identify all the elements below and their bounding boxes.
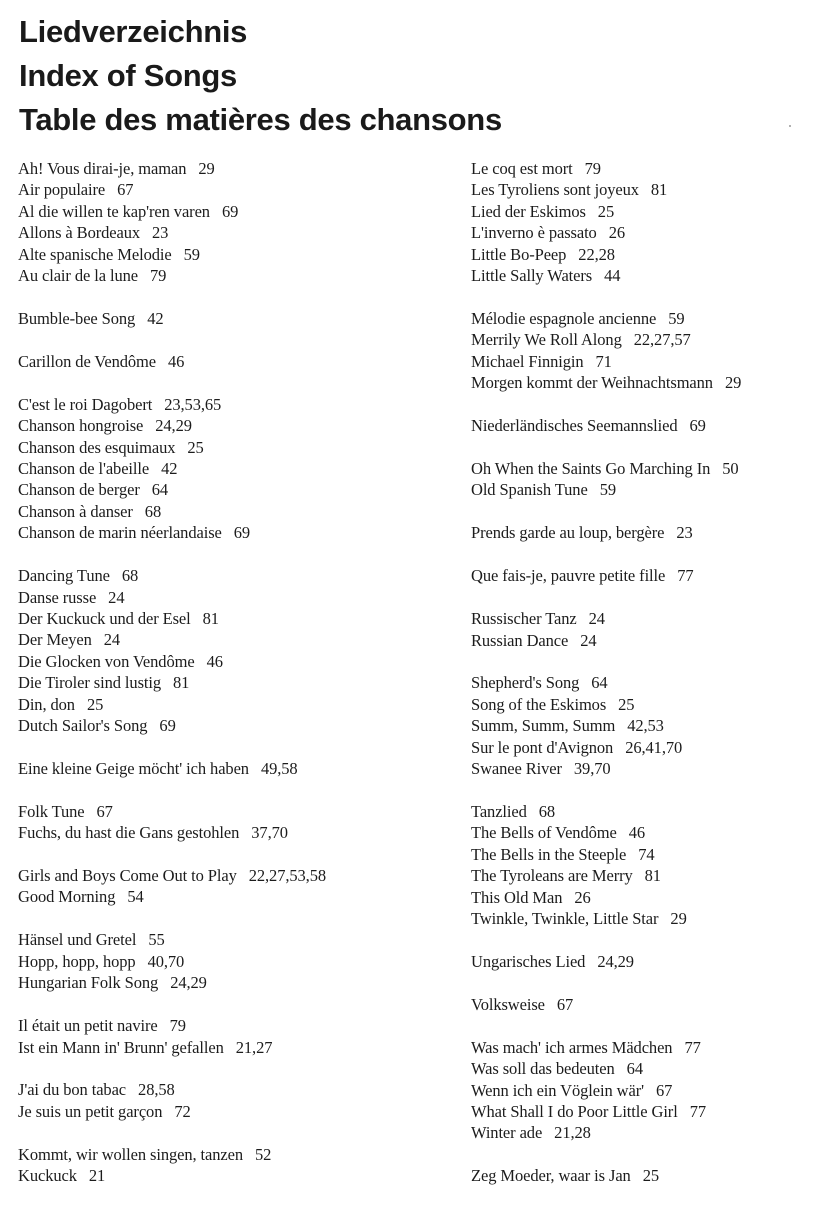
song-title: Sur le pont d'Avignon	[471, 737, 614, 757]
song-title: Girls and Boys Come Out to Play	[18, 866, 237, 886]
song-entry	[471, 844, 816, 865]
song-title: Hopp, hopp, hopp	[18, 951, 136, 971]
page-numbers: 69	[221, 201, 239, 221]
page-numbers: 81	[650, 180, 668, 200]
song-entry	[18, 865, 418, 886]
letter-group	[471, 158, 816, 286]
song-title: Je suis un petit garçon	[18, 1101, 163, 1121]
song-entry	[471, 608, 816, 629]
song-entry	[18, 1101, 418, 1122]
song-title: Song of the Eskimos	[471, 694, 607, 714]
letter-group	[471, 994, 816, 1015]
song-title: Chanson hongroise	[18, 416, 144, 436]
song-entry	[18, 565, 418, 586]
song-title: Shepherd's Song	[471, 673, 580, 693]
page-numbers: 24	[103, 630, 121, 650]
song-entry	[471, 458, 816, 479]
song-entry	[471, 694, 816, 715]
song-title: Morgen kommt der Weihnachtsmann	[471, 373, 713, 393]
song-entry	[471, 158, 816, 179]
song-title: Ungarisches Lied	[471, 951, 586, 971]
song-title: Carillon de Vendôme	[18, 351, 157, 371]
song-entry	[471, 1080, 816, 1101]
page-numbers: 59	[599, 480, 616, 500]
page-numbers: 81	[644, 866, 661, 886]
page-numbers: 59	[668, 308, 685, 328]
page-numbers: 52	[255, 1144, 272, 1164]
title-french: Table des matières des chansons	[19, 102, 502, 137]
title-german: Liedverzeichnis	[19, 14, 248, 49]
song-title: Din, don	[18, 694, 75, 714]
page-numbers: 69	[689, 416, 706, 436]
song-title: Little Bo-Peep	[471, 244, 567, 264]
song-entry	[471, 865, 816, 886]
letter-group	[471, 522, 816, 543]
song-entry	[471, 329, 816, 350]
page-numbers: 23	[676, 523, 693, 543]
page-numbers: 68	[144, 501, 162, 521]
song-entry	[18, 158, 418, 179]
page-numbers: 42	[147, 308, 164, 328]
page-numbers: 68	[538, 801, 556, 821]
letter-group	[471, 565, 816, 586]
page-numbers: 55	[148, 930, 165, 950]
page-numbers: 29	[198, 159, 215, 178]
song-entry	[18, 308, 418, 329]
song-title: Fuchs, du hast die Gans gestohlen	[18, 823, 240, 843]
song-entry	[18, 886, 418, 907]
song-entry	[18, 479, 418, 500]
page-numbers: 25	[86, 694, 104, 714]
song-title: The Bells in the Steeple	[471, 844, 627, 864]
song-entry	[471, 737, 816, 758]
page-numbers: 28,58	[138, 1080, 175, 1100]
song-entry	[18, 651, 418, 672]
page-numbers: 23	[152, 223, 169, 243]
song-entry	[471, 715, 816, 736]
song-title: Volksweise	[471, 994, 545, 1014]
page-numbers: 67	[117, 180, 134, 200]
song-title: Dutch Sailor's Song	[18, 715, 148, 735]
letter-group	[471, 415, 816, 436]
song-entry	[18, 972, 418, 993]
song-title: Allons à Bordeaux	[18, 223, 141, 243]
song-title: Hänsel und Gretel	[18, 930, 137, 950]
song-entry	[18, 394, 418, 415]
song-title: Oh When the Saints Go Marching In	[471, 458, 711, 478]
song-entry	[471, 201, 816, 222]
page-numbers: 23,53,65	[164, 394, 222, 414]
song-entry	[18, 801, 418, 822]
song-entry	[471, 801, 816, 822]
letter-group	[471, 951, 816, 972]
song-title: Bumble-bee Song	[18, 308, 136, 328]
page-numbers: 26,41,70	[625, 737, 683, 757]
page-numbers: 22,28	[578, 244, 615, 264]
song-title: Tanzlied	[471, 801, 527, 821]
song-title: Le coq est mort	[471, 159, 573, 178]
page-numbers: 29	[724, 373, 742, 393]
page-numbers: 64	[151, 480, 169, 500]
song-title: Les Tyroliens sont joyeux	[471, 180, 639, 200]
letter-group	[18, 158, 418, 286]
song-entry	[18, 758, 418, 779]
page-numbers: 21,27	[235, 1037, 273, 1057]
page-numbers: 46	[168, 351, 185, 371]
song-title: Was mach' ich armes Mädchen	[471, 1037, 673, 1057]
song-entry	[18, 222, 418, 243]
song-entry	[18, 179, 418, 200]
song-title: Wenn ich ein Vöglein wär'	[471, 1080, 644, 1100]
song-entry	[471, 308, 816, 329]
song-title: Niederländisches Seemannslied	[471, 416, 678, 436]
song-title: The Tyroleans are Merry	[471, 866, 633, 886]
page-numbers: 42	[161, 458, 178, 478]
song-title: Der Kuckuck und der Esel	[18, 608, 191, 628]
page-numbers: 21,28	[554, 1123, 591, 1143]
page-numbers: 79	[149, 266, 167, 286]
song-title: Swanee River	[471, 759, 562, 779]
page-numbers: 26	[574, 887, 591, 907]
page-numbers: 26	[608, 223, 626, 243]
letter-group	[18, 351, 418, 372]
song-entry	[471, 265, 816, 286]
song-title: The Bells of Vendôme	[471, 823, 617, 843]
page-numbers: 37,70	[251, 823, 288, 843]
song-title: Folk Tune	[18, 801, 85, 821]
song-title: Dancing Tune	[18, 566, 110, 586]
page-numbers: 79	[169, 1016, 186, 1036]
page-numbers: 68	[121, 566, 139, 586]
song-entry	[18, 201, 418, 222]
song-entry	[18, 929, 418, 950]
song-entry	[471, 630, 816, 651]
page-numbers: 22,27,53,58	[248, 866, 327, 886]
page-numbers: 21	[88, 1166, 106, 1186]
song-title: Winter ade	[471, 1123, 543, 1143]
page-numbers: 40,70	[147, 951, 185, 971]
page-numbers: 77	[677, 566, 694, 586]
letter-group	[18, 865, 418, 908]
letter-group	[471, 801, 816, 929]
song-title: Zeg Moeder, waar is Jan	[471, 1166, 631, 1186]
scan-speck	[789, 125, 791, 127]
song-entry	[471, 1165, 816, 1186]
page-numbers: 77	[689, 1101, 706, 1121]
song-entry	[471, 1101, 816, 1122]
letter-group	[471, 672, 816, 779]
song-entry	[471, 522, 816, 543]
song-entry	[18, 1079, 418, 1100]
index-column-right	[471, 158, 816, 1208]
page-numbers: 67	[96, 801, 113, 821]
song-title: Old Spanish Tune	[471, 480, 588, 500]
letter-group	[18, 929, 418, 993]
song-title: Lied der Eskimos	[471, 201, 586, 221]
page-numbers: 69	[159, 715, 176, 735]
song-title: Mélodie espagnole ancienne	[471, 308, 657, 328]
song-entry	[18, 265, 418, 286]
page-numbers: 25	[618, 694, 635, 714]
song-title: Russischer Tanz	[471, 609, 577, 629]
page-numbers: 39,70	[573, 759, 611, 779]
song-entry	[18, 437, 418, 458]
page-numbers: 24,29	[597, 951, 634, 971]
song-entry	[18, 587, 418, 608]
song-title: Chanson de l'abeille	[18, 458, 150, 478]
song-entry	[18, 1144, 418, 1165]
song-entry	[18, 629, 418, 650]
letter-group	[471, 458, 816, 501]
song-entry	[18, 672, 418, 693]
song-entry	[18, 522, 418, 543]
song-entry	[471, 372, 816, 393]
song-title: What Shall I do Poor Little Girl	[471, 1101, 678, 1121]
page-numbers: 46	[206, 651, 223, 671]
letter-group	[18, 801, 418, 844]
page-numbers: 25	[642, 1166, 659, 1186]
page-numbers: 46	[628, 823, 646, 843]
song-entry	[471, 1037, 816, 1058]
song-entry	[18, 1015, 418, 1036]
page-numbers: 25	[187, 437, 204, 457]
song-entry	[471, 222, 816, 243]
song-entry	[471, 479, 816, 500]
song-entry	[18, 351, 418, 372]
song-entry	[18, 715, 418, 736]
song-title: This Old Man	[471, 887, 563, 907]
song-entry	[18, 244, 418, 265]
song-title: Summ, Summ, Summ	[471, 716, 616, 736]
letter-group	[18, 565, 418, 736]
letter-group	[471, 608, 816, 651]
song-title: Il était un petit navire	[18, 1016, 158, 1036]
page-numbers: 67	[556, 994, 574, 1014]
song-entry	[18, 1037, 418, 1058]
song-title: Alte spanische Melodie	[18, 244, 172, 264]
page-numbers: 24	[108, 587, 125, 607]
letter-group	[471, 1037, 816, 1144]
page-numbers: 24,29	[170, 973, 207, 993]
song-entry	[18, 501, 418, 522]
song-title: Danse russe	[18, 587, 97, 607]
song-entry	[18, 822, 418, 843]
letter-group	[471, 1165, 816, 1186]
song-entry	[18, 415, 418, 436]
letter-group	[18, 1144, 418, 1187]
song-title: Kommt, wir wollen singen, tanzen	[18, 1144, 244, 1164]
song-entry	[471, 1058, 816, 1079]
page-numbers: 42,53	[627, 716, 664, 736]
page-numbers: 71	[595, 351, 612, 371]
song-entry	[18, 608, 418, 629]
song-entry	[18, 951, 418, 972]
page-numbers: 74	[638, 844, 655, 864]
page-numbers: 24	[580, 630, 597, 650]
song-title: Ah! Vous dirai-je, maman	[18, 159, 187, 178]
song-entry	[18, 458, 418, 479]
page-numbers: 81	[173, 673, 190, 693]
song-entry	[471, 994, 816, 1015]
song-title: Au clair de la lune	[18, 266, 138, 286]
page-heading	[19, 10, 502, 142]
song-entry	[471, 1122, 816, 1143]
page-numbers: 24	[588, 609, 605, 629]
song-entry	[471, 672, 816, 693]
page-numbers: 44	[604, 266, 621, 286]
letter-group	[471, 308, 816, 394]
song-title: Russian Dance	[471, 630, 569, 650]
page-numbers: 77	[684, 1037, 701, 1057]
song-entry	[471, 351, 816, 372]
song-title: Hungarian Folk Song	[18, 973, 159, 993]
page-numbers: 22,27,57	[633, 330, 691, 350]
page-numbers: 24,29	[155, 416, 192, 436]
page-numbers: 79	[584, 159, 601, 178]
song-title: Prends garde au loup, bergère	[471, 523, 665, 543]
song-entry	[471, 887, 816, 908]
page-numbers: 64	[591, 673, 608, 693]
song-entry	[471, 565, 816, 586]
song-title: Was soll das bedeuten	[471, 1059, 615, 1079]
page-numbers: 67	[655, 1080, 673, 1100]
song-title: Al die willen te kap'ren varen	[18, 201, 210, 221]
song-title: Chanson des esquimaux	[18, 437, 176, 457]
song-title: Good Morning	[18, 887, 116, 907]
song-entry	[471, 908, 816, 929]
song-title: Little Sally Waters	[471, 266, 593, 286]
song-title: Twinkle, Twinkle, Little Star	[471, 908, 659, 928]
song-title: Air populaire	[18, 180, 106, 200]
song-title: Der Meyen	[18, 630, 92, 650]
song-title: Chanson de marin néerlandaise	[18, 523, 222, 543]
page-numbers: 64	[626, 1059, 643, 1079]
song-entry	[471, 415, 816, 436]
song-entry	[471, 758, 816, 779]
song-entry	[471, 244, 816, 265]
title-english: Index of Songs	[19, 58, 237, 93]
page-numbers: 72	[174, 1101, 191, 1121]
song-entry	[471, 179, 816, 200]
page-numbers: 50	[722, 458, 739, 478]
page-numbers: 81	[202, 608, 219, 628]
song-title: Chanson à danser	[18, 501, 133, 521]
letter-group	[18, 1079, 418, 1122]
letter-group	[18, 758, 418, 779]
song-entry	[471, 822, 816, 843]
song-title: Que fais-je, pauvre petite fille	[471, 566, 666, 586]
song-title: L'inverno è passato	[471, 223, 597, 243]
page-numbers: 25	[597, 201, 615, 221]
song-entry	[18, 694, 418, 715]
song-entry	[471, 951, 816, 972]
song-title: Eine kleine Geige möcht' ich haben	[18, 758, 249, 778]
page-numbers: 59	[183, 244, 200, 264]
song-title: Chanson de berger	[18, 480, 140, 500]
letter-group	[18, 1015, 418, 1058]
page-numbers: 54	[127, 887, 144, 907]
song-title: Die Tiroler sind lustig	[18, 673, 162, 693]
song-title: C'est le roi Dagobert	[18, 394, 153, 414]
song-title: Ist ein Mann in' Brunn' gefallen	[18, 1037, 224, 1057]
letter-group	[18, 308, 418, 329]
song-title: Kuckuck	[18, 1166, 77, 1186]
page-numbers: 49,58	[260, 758, 298, 778]
song-title: J'ai du bon tabac	[18, 1080, 127, 1100]
song-title: Die Glocken von Vendôme	[18, 651, 195, 671]
page-numbers: 29	[670, 908, 687, 928]
song-title: Michael Finnigin	[471, 351, 584, 371]
song-title: Merrily We Roll Along	[471, 330, 622, 350]
page-numbers: 69	[233, 523, 251, 543]
letter-group	[18, 394, 418, 544]
index-column-left	[18, 158, 418, 1208]
song-entry	[18, 1165, 418, 1186]
